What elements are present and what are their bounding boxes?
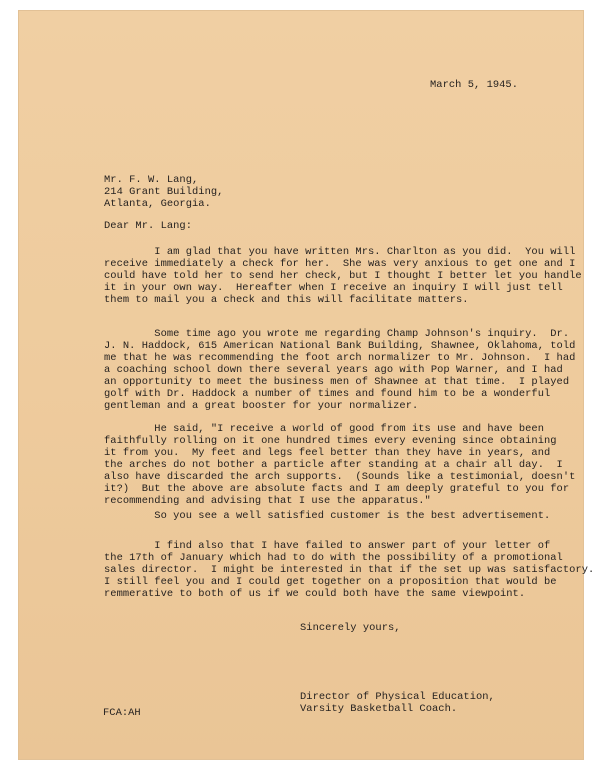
text-line: an opportunity to meet the business men of Shawnee at that time. I played xyxy=(104,376,570,388)
paragraph-5 xyxy=(104,540,594,600)
text-line: gentleman and a great booster for your normalizer. xyxy=(104,400,419,412)
paragraph-4 xyxy=(104,510,550,522)
address-line: 214 Grant Building, xyxy=(104,186,224,198)
text-line: me that he was recommending the foot arch normalizer to Mr. Johnson. I had xyxy=(104,352,576,364)
text-line: Some time ago you wrote me regarding Champ Johnson's inquiry. Dr. xyxy=(104,328,570,340)
paragraph-2 xyxy=(104,328,575,412)
text-line: receive immediately a check for her. She was very anxious to get one and I xyxy=(104,258,576,270)
text-line: golf with Dr. Haddock a number of times and found him to be a wonderful xyxy=(104,388,551,400)
text-line: faithfully rolling on it one hundred times every evening since obtaining xyxy=(104,435,557,447)
text-line: J. N. Haddock, 615 American National Bank Building, Shawnee, Oklahoma, told xyxy=(104,340,576,352)
address-line: Atlanta, Georgia. xyxy=(104,198,211,210)
text-line: also have discarded the arch supports. (Sounds like a testimonial, doesn't xyxy=(104,471,576,483)
typist-initials: FCA:AH xyxy=(103,707,141,719)
text-line: So you see a well satisfied customer is the best advertisement. xyxy=(104,510,551,522)
title-line: Varsity Basketball Coach. xyxy=(300,703,458,715)
text-line: I find also that I have failed to answer part of your letter of xyxy=(104,540,551,552)
letter-date: March 5, 1945. xyxy=(430,79,518,91)
text-line: a coaching school down there several years ago with Pop Warner, and I had xyxy=(104,364,563,376)
text-line: it from you. My feet and legs feel better than they have in years, and xyxy=(104,447,551,459)
signature-title xyxy=(300,691,495,715)
address-line: Mr. F. W. Lang, xyxy=(104,174,199,186)
paragraph-3 xyxy=(104,423,575,507)
text-line: it in your own way. Hereafter when I receive an inquiry I will just tell xyxy=(104,282,563,294)
text-line: He said, "I receive a world of good from its use and have been xyxy=(104,423,544,435)
text-line: remmerative to both of us if we could both have the same viewpoint. xyxy=(104,588,526,600)
text-line: sales director. I might be interested in that if the set up was satisfactory. xyxy=(104,564,595,576)
text-line: I am glad that you have written Mrs. Charlton as you did. You will xyxy=(104,246,576,258)
recipient-address xyxy=(104,174,223,210)
paragraph-1 xyxy=(104,246,582,306)
text-line: I still feel you and I could get together on a proposition that would be xyxy=(104,576,557,588)
text-line: them to mail you a check and this will facilitate matters. xyxy=(104,294,469,306)
salutation: Dear Mr. Lang: xyxy=(104,220,192,232)
text-line: recommending and advising that I use the apparatus." xyxy=(104,495,431,507)
text-line: the 17th of January which had to do with the possibility of a promotional xyxy=(104,552,563,564)
title-line: Director of Physical Education, xyxy=(300,691,495,703)
letter-page xyxy=(18,10,595,760)
text-line: could have told her to send her check, but I thought I better let you handle xyxy=(104,270,582,282)
closing: Sincerely yours, xyxy=(300,622,401,634)
text-line: the arches do not bother a particle after standing at a chair all day. I xyxy=(104,459,563,471)
text-line: it?) But the above are absolute facts and I am deeply grateful to you for xyxy=(104,483,570,495)
